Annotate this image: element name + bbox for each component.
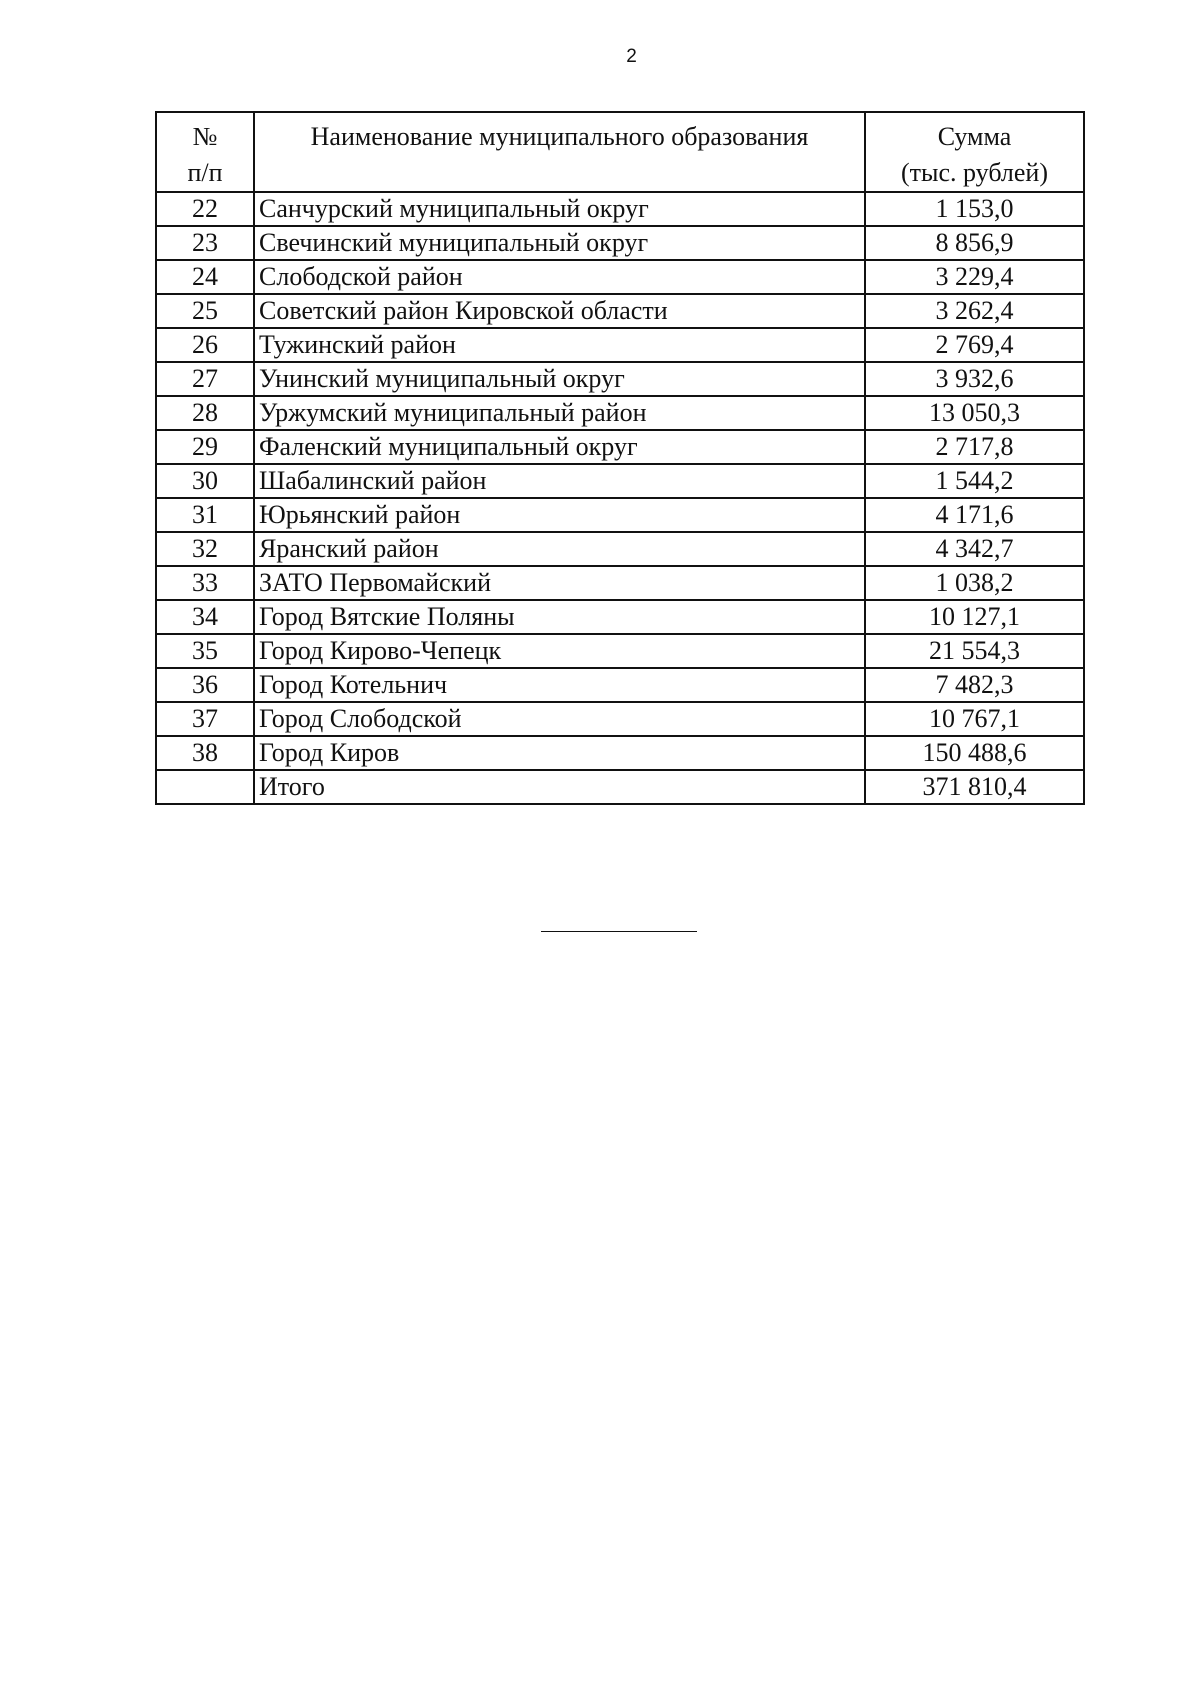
row-number: 31 (156, 498, 254, 532)
municipality-name: Город Киров (254, 736, 865, 770)
row-sum: 3 262,4 (865, 294, 1084, 328)
row-sum: 1 153,0 (865, 192, 1084, 226)
table-row (156, 668, 1084, 702)
row-number: 28 (156, 396, 254, 430)
municipality-name: Советский район Кировской области (254, 294, 865, 328)
row-number: 27 (156, 362, 254, 396)
row-sum: 150 488,6 (865, 736, 1084, 770)
municipal-sums-table (155, 111, 1085, 805)
municipality-name: Фаленский муниципальный округ (254, 430, 865, 464)
total-row (156, 770, 1084, 804)
row-sum: 4 342,7 (865, 532, 1084, 566)
total-label: Итого (254, 770, 865, 804)
municipality-name: Унинский муниципальный округ (254, 362, 865, 396)
municipality-name: Санчурский муниципальный округ (254, 192, 865, 226)
row-number: 36 (156, 668, 254, 702)
row-number: 33 (156, 566, 254, 600)
municipality-name: ЗАТО Первомайский (254, 566, 865, 600)
municipality-name: Свечинский муниципальный округ (254, 226, 865, 260)
municipality-name: Город Кирово-Чепецк (254, 634, 865, 668)
municipality-name: Тужинский район (254, 328, 865, 362)
municipality-name: Город Котельнич (254, 668, 865, 702)
table-footer (156, 770, 1084, 804)
row-number: 37 (156, 702, 254, 736)
table-row (156, 192, 1084, 226)
row-sum: 2 769,4 (865, 328, 1084, 362)
row-sum: 1 544,2 (865, 464, 1084, 498)
header-number-abbrev: п/п (187, 158, 223, 187)
table-body (156, 192, 1084, 770)
municipality-name: Уржумский муниципальный район (254, 396, 865, 430)
table-row (156, 736, 1084, 770)
row-number: 29 (156, 430, 254, 464)
table-row (156, 362, 1084, 396)
table-row (156, 600, 1084, 634)
row-number: 30 (156, 464, 254, 498)
municipality-name: Город Вятские Поляны (254, 600, 865, 634)
row-number: 38 (156, 736, 254, 770)
municipality-name: Город Слободской (254, 702, 865, 736)
table-row (156, 566, 1084, 600)
header-sum (865, 112, 1084, 192)
table-row (156, 634, 1084, 668)
row-number: 26 (156, 328, 254, 362)
row-number: 23 (156, 226, 254, 260)
row-sum: 4 171,6 (865, 498, 1084, 532)
row-number: 22 (156, 192, 254, 226)
municipality-name: Шабалинский район (254, 464, 865, 498)
table-row (156, 328, 1084, 362)
row-number: 32 (156, 532, 254, 566)
row-sum: 2 717,8 (865, 430, 1084, 464)
table-row (156, 464, 1084, 498)
table-row (156, 294, 1084, 328)
header-number (156, 112, 254, 192)
municipality-name: Яранский район (254, 532, 865, 566)
row-number: 35 (156, 634, 254, 668)
table-row (156, 396, 1084, 430)
header-name (254, 112, 865, 192)
row-sum: 10 767,1 (865, 702, 1084, 736)
row-number: 24 (156, 260, 254, 294)
closing-rule (541, 931, 697, 932)
header-name-label: Наименование муниципального образования (310, 122, 809, 151)
header-sum-unit: (тыс. рублей) (900, 158, 1048, 187)
row-sum: 7 482,3 (865, 668, 1084, 702)
table-row (156, 260, 1084, 294)
table-row (156, 498, 1084, 532)
table-header (156, 112, 1084, 192)
row-number: 25 (156, 294, 254, 328)
municipality-name: Юрьянский район (254, 498, 865, 532)
row-sum: 21 554,3 (865, 634, 1084, 668)
row-sum: 3 932,6 (865, 362, 1084, 396)
municipality-name: Слободской район (254, 260, 865, 294)
row-sum: 10 127,1 (865, 600, 1084, 634)
header-number-symbol: № (192, 122, 218, 151)
table-row (156, 226, 1084, 260)
header-row (156, 112, 1084, 192)
row-sum: 1 038,2 (865, 566, 1084, 600)
page-number: 2 (626, 46, 637, 67)
total-sum: 371 810,4 (865, 770, 1084, 804)
total-number-cell (156, 770, 254, 804)
table-row (156, 430, 1084, 464)
row-sum: 8 856,9 (865, 226, 1084, 260)
row-sum: 3 229,4 (865, 260, 1084, 294)
row-sum: 13 050,3 (865, 396, 1084, 430)
table-row (156, 702, 1084, 736)
table-row (156, 532, 1084, 566)
header-sum-label: Сумма (937, 122, 1012, 151)
row-number: 34 (156, 600, 254, 634)
